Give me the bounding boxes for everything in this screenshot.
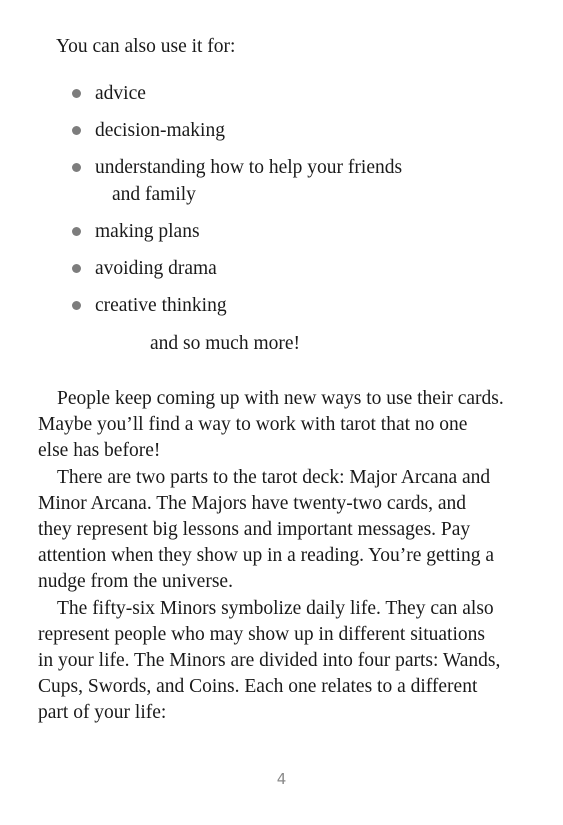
list-item bbox=[72, 80, 492, 107]
paragraph-line: part of your life: bbox=[38, 702, 167, 724]
uses-list bbox=[72, 80, 492, 329]
list-item-text: making plans bbox=[95, 221, 200, 242]
list-item bbox=[72, 117, 492, 144]
list-item-text: understanding how to help your friends bbox=[95, 157, 403, 178]
page-number: 4 bbox=[276, 770, 287, 788]
bullet-dot-icon bbox=[72, 301, 81, 310]
list-item bbox=[72, 154, 492, 208]
list-item-text: avoiding drama bbox=[95, 258, 217, 279]
paragraph-line: Cups, Swords, and Coins. Each one relates to a different bbox=[38, 676, 478, 698]
paragraph-line: they represent big lessons and important messages. Pay bbox=[38, 519, 471, 541]
and-more-text: and so much more! bbox=[150, 333, 301, 354]
paragraph-line: attention when they show up in a reading. You’re getting a bbox=[38, 545, 494, 567]
list-item bbox=[72, 255, 492, 282]
bullet-dot-icon bbox=[72, 264, 81, 273]
paragraph bbox=[38, 596, 538, 727]
list-item-text: decision-making bbox=[95, 120, 225, 141]
paragraph-line: nudge from the universe. bbox=[38, 571, 233, 593]
list-item-text: creative thinking bbox=[95, 295, 227, 316]
paragraph-line: Minor Arcana. The Majors have twenty-two cards, and bbox=[38, 492, 466, 514]
paragraph-line: People keep coming up with new ways to use their cards. bbox=[57, 388, 504, 409]
body-text bbox=[38, 386, 538, 727]
paragraph bbox=[38, 465, 538, 596]
list-item bbox=[72, 218, 492, 245]
bullet-dot-icon bbox=[72, 227, 81, 236]
bullet-dot-icon bbox=[72, 163, 81, 172]
bullet-dot-icon bbox=[72, 89, 81, 98]
intro-text: You can also use it for: bbox=[56, 36, 236, 57]
list-item-text-continued: and family bbox=[112, 184, 196, 205]
paragraph bbox=[38, 386, 538, 465]
paragraph-line: The fifty-six Minors symbolize daily life. They can also bbox=[57, 597, 494, 619]
list-item bbox=[72, 292, 492, 319]
paragraph-line: represent people who may show up in different situations bbox=[38, 623, 485, 645]
list-item-text: advice bbox=[95, 83, 146, 104]
paragraph-line: Maybe you’ll find a way to work with tarot that no one bbox=[38, 414, 468, 436]
bullet-dot-icon bbox=[72, 126, 81, 135]
paragraph-line: There are two parts to the tarot deck: Major Arcana and bbox=[57, 466, 491, 488]
paragraph-line: else has before! bbox=[38, 440, 161, 462]
paragraph-line: in your life. The Minors are divided into four parts: Wands, bbox=[38, 650, 501, 672]
